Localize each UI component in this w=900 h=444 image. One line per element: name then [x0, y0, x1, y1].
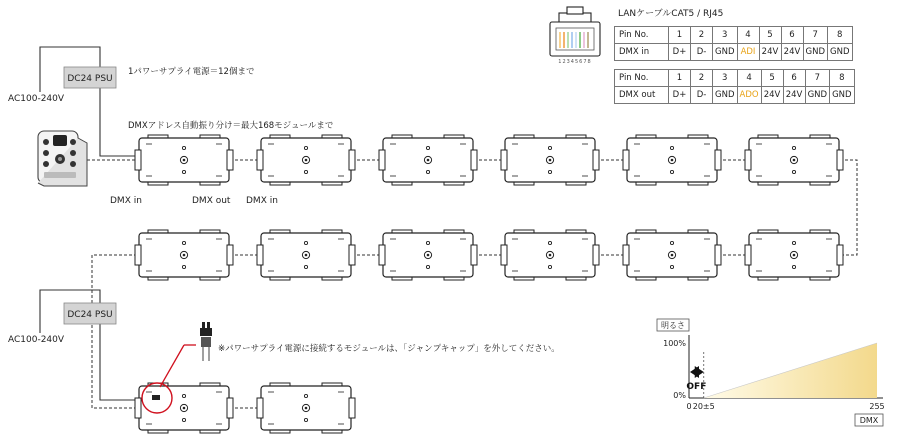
pin-table-cell: GND	[805, 87, 830, 104]
y-max-label: 100%	[663, 339, 686, 348]
psu-limit-note: 1パワーサプライ電源＝12個まで	[128, 67, 255, 77]
led-module	[623, 135, 721, 185]
ac-input-bottom-label: AC100-240V	[8, 335, 65, 345]
pin-table-cell: 4	[737, 70, 761, 87]
y-axis-title: 明るさ	[661, 321, 685, 330]
jump-cap-note: ※パワーサプライ電源に接続するモジュールは、「ジャンプキャップ」を外してください。	[218, 344, 560, 354]
pin-table-cell: D+	[669, 44, 691, 61]
rj45-connector-icon	[550, 7, 600, 56]
pin-table-cell: 4	[737, 27, 759, 44]
pin-table-cell: D-	[691, 44, 713, 61]
pin-table-cell: 24V	[781, 44, 803, 61]
pin-table-cell: 1	[669, 70, 691, 87]
dmx-in-label: DMX in	[110, 196, 142, 206]
led-module	[257, 230, 355, 280]
led-module	[257, 383, 355, 433]
led-module	[257, 135, 355, 185]
jump-cap-icon	[200, 322, 212, 361]
pin-table-dmx-out	[614, 69, 855, 104]
pin-table-cell: 6	[783, 70, 805, 87]
pin-table-dmx-in	[614, 26, 853, 61]
dmx-in-label-2: DMX in	[246, 196, 278, 206]
psu-bottom-label: DC24 PSU	[67, 310, 113, 320]
psu-top-label: DC24 PSU	[67, 74, 113, 84]
pin-table-cell: GND	[713, 44, 738, 61]
led-module	[135, 230, 233, 280]
y-min-label: 0%	[673, 391, 686, 400]
pin-table-cell: 1	[669, 27, 691, 44]
pin-table-cell: 3	[713, 70, 738, 87]
dmx-out-label: DMX out	[192, 196, 231, 206]
x-max-label: 255	[869, 402, 885, 411]
led-module	[379, 135, 477, 185]
pin-table-cell: 2	[691, 70, 713, 87]
led-module	[135, 383, 233, 433]
x-axis-title: DMX	[859, 416, 879, 425]
dmx-controller	[38, 131, 87, 186]
pin-table-row-label: Pin No.	[615, 70, 669, 87]
led-module	[623, 230, 721, 280]
pin-table-cell: 3	[713, 27, 738, 44]
pin-table-header-row	[615, 70, 855, 87]
pin-table-cell: ADO	[737, 87, 761, 104]
led-module	[745, 135, 843, 185]
pin-table-cell: 7	[805, 70, 830, 87]
dmx-addressing-note: DMXアドレス自動振り分け＝最大168モジュールまで	[128, 121, 334, 131]
pin-table-cell: 6	[781, 27, 803, 44]
pin-table-value-row	[615, 44, 853, 61]
led-module	[379, 230, 477, 280]
pin-table-row-label: DMX out	[615, 87, 669, 104]
pin-table-cell: GND	[828, 44, 853, 61]
pin-table-row-label: DMX in	[615, 44, 669, 61]
pin-table-cell: 2	[691, 27, 713, 44]
x-min-label: 0	[686, 402, 692, 411]
led-module	[501, 230, 599, 280]
pin-table-cell: 7	[803, 27, 828, 44]
led-module	[745, 230, 843, 280]
pin-table-cell: 5	[761, 70, 783, 87]
off-label: OFF	[686, 382, 707, 392]
pin-table-value-row	[615, 87, 855, 104]
pin-table-cell: 24V	[783, 87, 805, 104]
led-module	[501, 135, 599, 185]
pin-table-cell: 24V	[761, 87, 783, 104]
pin-table-cell: GND	[830, 87, 855, 104]
ac-input-top-label: AC100-240V	[8, 94, 65, 104]
rj45-pin-numbers: 12345678	[558, 59, 592, 65]
x-threshold-label: 20±5	[692, 402, 715, 411]
pin-table-cell: D-	[691, 87, 713, 104]
pin-table-cell: D+	[669, 87, 691, 104]
pin-table-cell: ADI	[737, 44, 759, 61]
led-module	[135, 135, 233, 185]
pin-table-header-row	[615, 27, 853, 44]
off-arrow-right-head	[695, 366, 704, 378]
pin-table-cell: 5	[759, 27, 781, 44]
pin-table-row-label: Pin No.	[615, 27, 669, 44]
pin-table-cell: 8	[830, 70, 855, 87]
pin-table-cell: GND	[713, 87, 738, 104]
brightness-chart	[657, 319, 885, 426]
pin-table-cell: 8	[828, 27, 853, 44]
pin-table-cell: 24V	[759, 44, 781, 61]
pin-table-cell: GND	[803, 44, 828, 61]
rj45-title: LANケーブルCAT5 / RJ45	[618, 9, 724, 19]
